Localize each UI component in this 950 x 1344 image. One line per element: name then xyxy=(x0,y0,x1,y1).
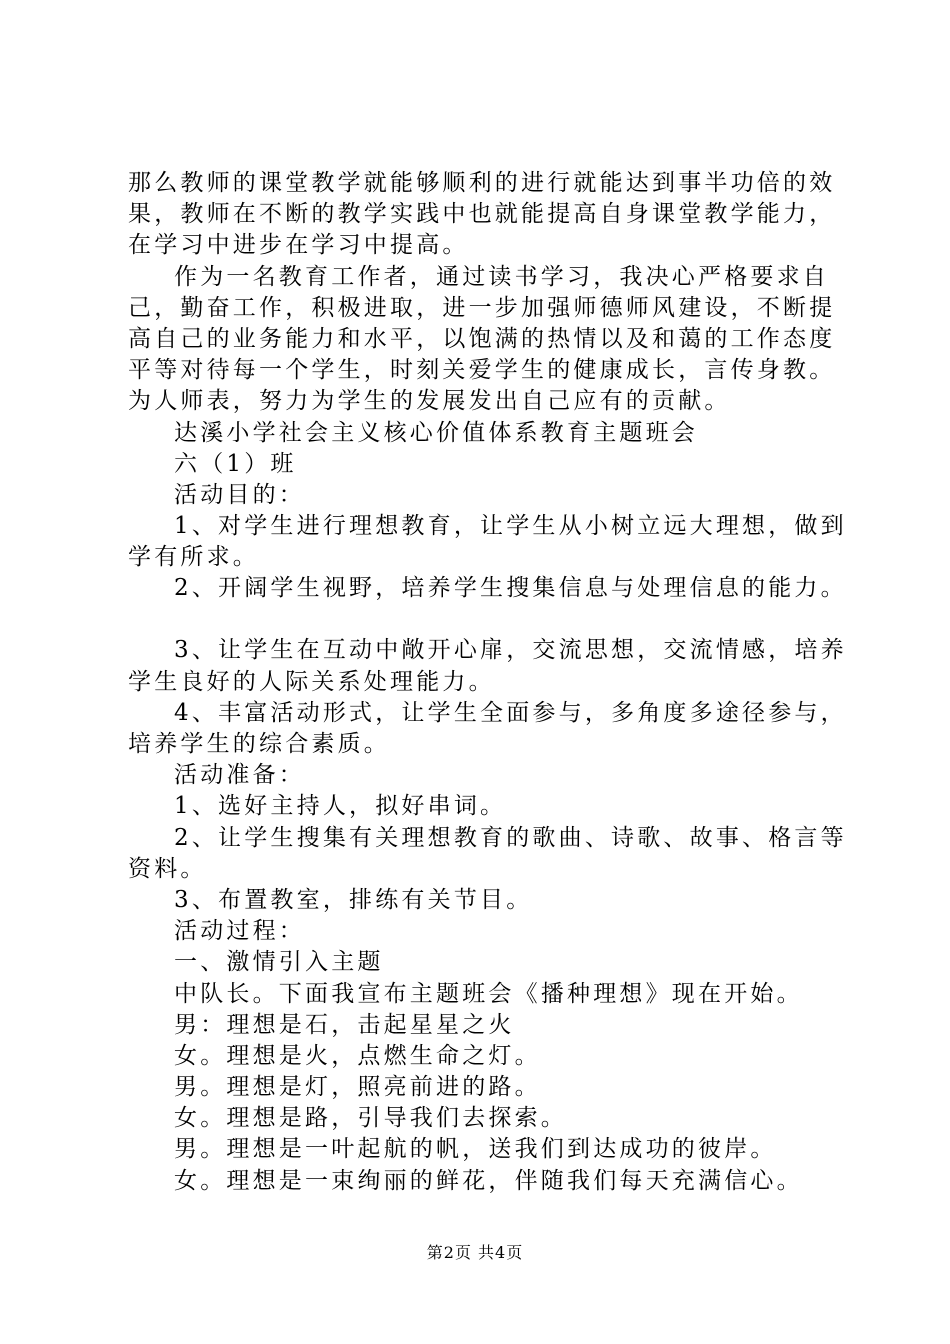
text-line: 3、让学生在互动中敞开心扉，交流思想，交流情感，培养 xyxy=(174,637,847,664)
section-heading: 活动目的： xyxy=(174,481,305,508)
text-line: 中队长。下面我宣布主题班会《播种理想》现在开始。 xyxy=(174,980,803,1007)
text-line: 那么教师的课堂教学就能够顺利的进行就能达到事半功倍的效 xyxy=(128,170,836,196)
text-line: 平等对待每一个学生，时刻关爱学生的健康成长，言传身教。 xyxy=(128,357,836,384)
section-title: 达溪小学社会主义核心价值体系教育主题班会 xyxy=(174,419,698,446)
text-line: 己，勤奋工作，积极进取，进一步加强师德师风建设，不断提 xyxy=(128,294,836,321)
text-line: 女。理想是火，点燃生命之灯。 xyxy=(174,1042,541,1069)
text-line: 1、对学生进行理想教育，让学生从小树立远大理想，做到 xyxy=(174,513,847,540)
text-line: 男：理想是石，击起星星之火 xyxy=(174,1011,515,1038)
text-line: 果，教师在不断的教学实践中也就能提高自身课堂教学能力， xyxy=(128,201,836,228)
page-number: 第2页 共4页 xyxy=(426,1243,524,1262)
text-line: 4、丰富活动形式，让学生全面参与，多角度多途径参与， xyxy=(174,699,847,726)
text-line: 学生良好的人际关系处理能力。 xyxy=(128,668,495,695)
document-body xyxy=(128,168,847,1197)
text-line: 女。理想是路，引导我们去探索。 xyxy=(174,1105,567,1132)
text-line: 女。理想是一束绚丽的鲜花，伴随我们每天充满信心。 xyxy=(174,1167,803,1194)
text-line: 2、开阔学生视野，培养学生搜集信息与处理信息的能力。 xyxy=(174,575,847,602)
text-line: 资料。 xyxy=(128,855,207,882)
text-line: 作为一名教育工作者，通过读书学习，我决心严格要求自 xyxy=(174,263,829,290)
text-line: 男。理想是一叶起航的帆，送我们到达成功的彼岸。 xyxy=(174,1136,777,1163)
text-line: 在学习中进步在学习中提高。 xyxy=(128,232,469,259)
text-line: 3、布置教室，排练有关节目。 xyxy=(174,886,533,913)
text-line: 1、选好主持人，拟好串词。 xyxy=(174,793,507,820)
text-line: 高自己的业务能力和水平，以饱满的热情以及和蔼的工作态度 xyxy=(128,325,836,352)
class-label: 六（1）班 xyxy=(174,450,297,477)
text-line: 学有所求。 xyxy=(128,544,259,571)
section-heading: 活动过程： xyxy=(174,918,305,945)
subsection-heading: 一、激情引入主题 xyxy=(174,949,384,976)
text-line: 为人师表，努力为学生的发展发出自己应有的贡献。 xyxy=(128,388,731,415)
text-line: 2、让学生搜集有关理想教育的歌曲、诗歌、故事、格言等 xyxy=(174,824,847,851)
section-heading: 活动准备： xyxy=(174,762,305,789)
page-footer xyxy=(0,1243,950,1263)
text-line: 男。理想是灯，照亮前进的路。 xyxy=(174,1074,541,1101)
text-line: 培养学生的综合素质。 xyxy=(128,731,390,757)
